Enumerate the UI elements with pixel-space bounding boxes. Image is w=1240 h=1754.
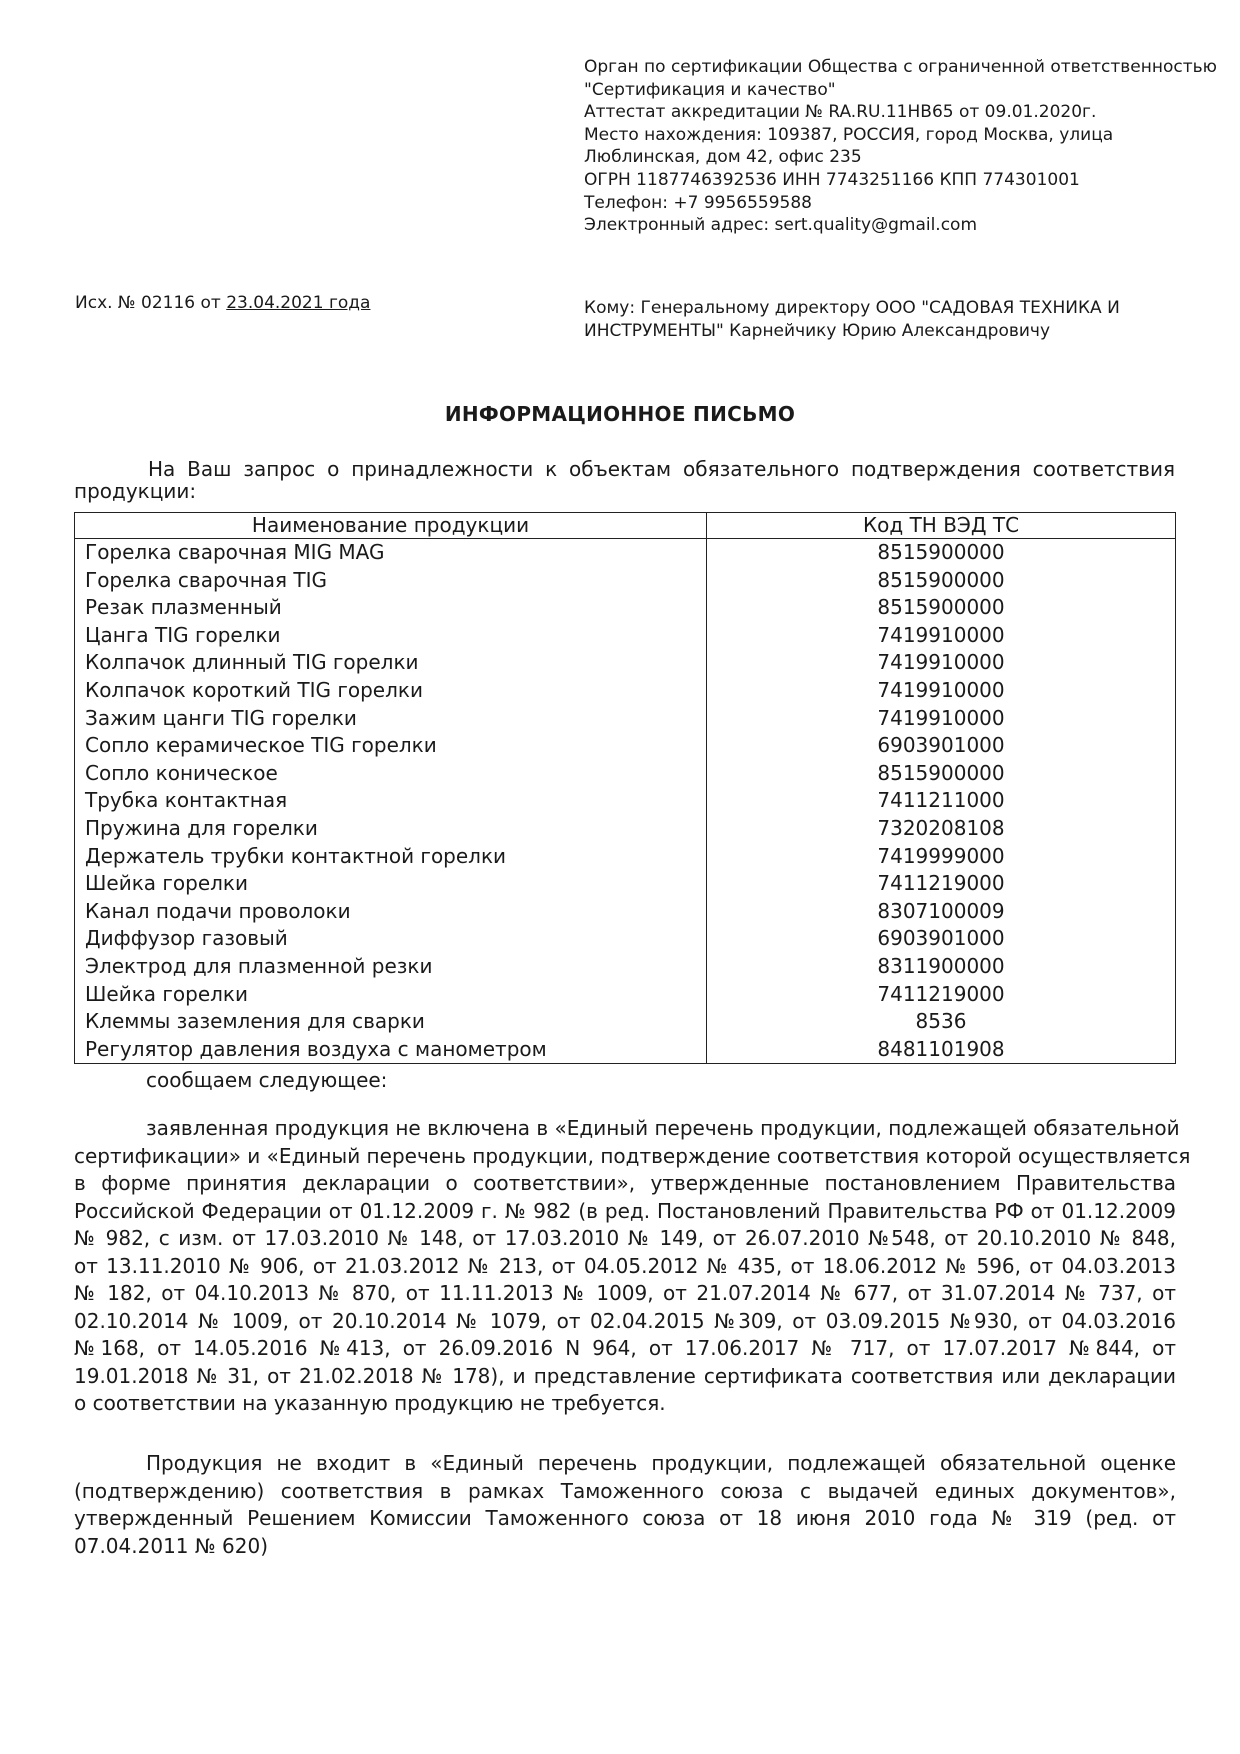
product-name-cell: Трубка контактная	[75, 787, 707, 815]
issuer-line: "Сертификация и качество"	[584, 79, 836, 100]
product-name-cell: Шейка горелки	[75, 981, 707, 1009]
hs-code-cell: 8307100009	[707, 898, 1176, 926]
paragraph-line: 19.01.2018 № 31, от 21.02.2018 № 178), и представление сертификата соответствия или декларации	[74, 1363, 1176, 1388]
recipient-line: Кому: Генеральному директору ООО "САДОВАЯ ТЕХНИКА И	[584, 298, 1120, 318]
hs-code-cell: 7419910000	[707, 705, 1176, 733]
hs-code-cell: 8515900000	[707, 539, 1176, 567]
paragraph-line: (подтверждению) соответствия в рамках Таможенного союза с выдачей единых документов»,	[74, 1478, 1176, 1503]
column-header-name: Наименование продукции	[75, 513, 707, 539]
product-name-cell: Колпачок короткий TIG горелки	[75, 677, 707, 705]
table-row	[75, 594, 1176, 622]
table-row	[75, 760, 1176, 788]
issuer-line: ОГРН 1187746392536 ИНН 7743251166 КПП 774301001	[584, 169, 1080, 190]
table-row	[75, 815, 1176, 843]
outgoing-number	[75, 293, 370, 313]
paragraph-line: Продукция не входит в «Единый перечень продукции, подлежащей обязательной оценке	[146, 1451, 1176, 1475]
hs-code-cell: 7411219000	[707, 981, 1176, 1009]
products-table	[74, 512, 1176, 1064]
table-row	[75, 622, 1176, 650]
issuer-line: Телефон: +7 9956559588	[584, 192, 812, 213]
product-name-cell: Сопло коническое	[75, 760, 707, 788]
hs-code-cell: 8311900000	[707, 953, 1176, 981]
paragraph-line: о соответствии на указанную продукцию не требуется.	[74, 1391, 666, 1415]
hs-code-cell: 8515900000	[707, 567, 1176, 595]
table-row	[75, 953, 1176, 981]
paragraph-line: от 13.11.2010 № 906, от 21.03.2012 № 213, от 04.05.2012 № 435, от 18.06.2012 № 596, от 04.03.2013	[74, 1253, 1176, 1278]
hs-code-cell: 7419910000	[707, 622, 1176, 650]
issuer-line: Электронный адрес: sert.quality@gmail.com	[584, 215, 978, 236]
hs-code-cell: 8515900000	[707, 594, 1176, 622]
after-table-text: сообщаем следующее:	[146, 1068, 388, 1092]
outgoing-prefix: Исх. № 02116 от	[75, 293, 227, 313]
product-name-cell: Регулятор давления воздуха с манометром	[75, 1036, 707, 1064]
intro-paragraph	[74, 458, 1175, 502]
hs-code-cell: 7419999000	[707, 843, 1176, 871]
table-row	[75, 539, 1176, 567]
outgoing-date: 23.04.2021 года	[226, 293, 371, 313]
table-row	[75, 649, 1176, 677]
table-row	[75, 787, 1176, 815]
product-name-cell: Канал подачи проволоки	[75, 898, 707, 926]
product-name-cell: Горелка сварочная TIG	[75, 567, 707, 595]
product-name-cell: Резак плазменный	[75, 594, 707, 622]
table-row	[75, 732, 1176, 760]
product-name-cell: Клеммы заземления для сварки	[75, 1008, 707, 1036]
table-row	[75, 677, 1176, 705]
table-row	[75, 1008, 1176, 1036]
table-row	[75, 843, 1176, 871]
paragraph-customs-union	[74, 1450, 1176, 1560]
intro-line: продукции:	[74, 479, 197, 503]
hs-code-cell: 6903901000	[707, 925, 1176, 953]
issuer-line: Место нахождения: 109387, РОССИЯ, город Москва, улица	[584, 124, 1114, 145]
table-body	[75, 539, 1176, 1064]
table-row	[75, 898, 1176, 926]
column-header-code: Код ТН ВЭД ТС	[707, 513, 1176, 539]
table-header-row	[75, 513, 1176, 539]
product-name-cell: Держатель трубки контактной горелки	[75, 843, 707, 871]
paragraph-line: № 182, от 04.10.2013 № 870, от 11.11.2013 № 1009, от 21.07.2014 № 677, от 31.07.2014 № 737, от	[74, 1281, 1176, 1305]
hs-code-cell: 7411219000	[707, 870, 1176, 898]
paragraph-line: Российской Федерации от 01.12.2009 г. № 982 (в ред. Постановлений Правительства РФ от 01.12.2009	[74, 1198, 1176, 1223]
table-row	[75, 567, 1176, 595]
paragraph-line: заявленная продукция не включена в «Единый перечень продукции, подлежащей обязательной	[146, 1116, 1180, 1140]
recipient-block	[584, 297, 1144, 343]
paragraph-line: 07.04.2011 № 620)	[74, 1533, 269, 1558]
product-name-cell: Горелка сварочная MIG MAG	[75, 539, 707, 567]
table-row	[75, 705, 1176, 733]
intro-line: На Ваш запрос о принадлежности к объектам обязательного подтверждения соответствия	[148, 457, 1175, 481]
issuer-line: Люблинская, дом 42, офис 235	[584, 147, 862, 168]
hs-code-cell: 7411211000	[707, 787, 1176, 815]
hs-code-cell: 7419910000	[707, 649, 1176, 677]
paragraph-line: № 982, с изм. от 17.03.2010 № 148, от 17.03.2010 № 149, от 26.07.2010 №548, от 20.10.2010 № 848,	[74, 1226, 1176, 1250]
paragraph-certification	[74, 1115, 1191, 1418]
table-row	[75, 870, 1176, 898]
recipient-line: ИНСТРУМЕНТЫ" Карнейчику Юрию Александровичу	[584, 321, 1051, 341]
hs-code-cell: 8481101908	[707, 1036, 1176, 1064]
issuer-block	[584, 56, 1224, 237]
hs-code-cell: 6903901000	[707, 732, 1176, 760]
hs-code-cell: 7419910000	[707, 677, 1176, 705]
hs-code-cell: 7320208108	[707, 815, 1176, 843]
issuer-line: Аттестат аккредитации № RA.RU.11HB65 от 09.01.2020г.	[584, 102, 1097, 123]
paragraph-line: сертификации» и «Единый перечень продукции, подтверждение соответствия которой осуществляется	[74, 1143, 1191, 1168]
paragraph-line: в форме принятия декларации о соответствии», утвержденные постановлением Правительства	[74, 1171, 1176, 1195]
paragraph-line: утвержденный Решением Комиссии Таможенного союза от 18 июня 2010 года № 319 (ред. от	[74, 1506, 1176, 1530]
product-name-cell: Сопло керамическое TIG горелки	[75, 732, 707, 760]
table-row	[75, 1036, 1176, 1064]
product-name-cell: Пружина для горелки	[75, 815, 707, 843]
paragraph-line: №168, от 14.05.2016 №413, от 26.09.2016 N 964, от 17.06.2017 № 717, от 17.07.2017 №844, от	[74, 1336, 1176, 1360]
paragraph-line: 02.10.2014 № 1009, от 20.10.2014 № 1079, от 02.04.2015 №309, от 03.09.2015 №930, от 04.03.2016	[74, 1308, 1176, 1333]
table-row	[75, 981, 1176, 1009]
letter-title: ИНФОРМАЦИОННОЕ ПИСЬМО	[444, 402, 796, 426]
table-row	[75, 925, 1176, 953]
product-name-cell: Цанга TIG горелки	[75, 622, 707, 650]
product-name-cell: Зажим цанги TIG горелки	[75, 705, 707, 733]
issuer-line: Орган по сертификации Общества с ограниченной ответственностью	[584, 57, 1217, 77]
product-name-cell: Электрод для плазменной резки	[75, 953, 707, 981]
product-name-cell: Шейка горелки	[75, 870, 707, 898]
product-name-cell: Диффузор газовый	[75, 925, 707, 953]
hs-code-cell: 8536	[707, 1008, 1176, 1036]
hs-code-cell: 8515900000	[707, 760, 1176, 788]
product-name-cell: Колпачок длинный TIG горелки	[75, 649, 707, 677]
